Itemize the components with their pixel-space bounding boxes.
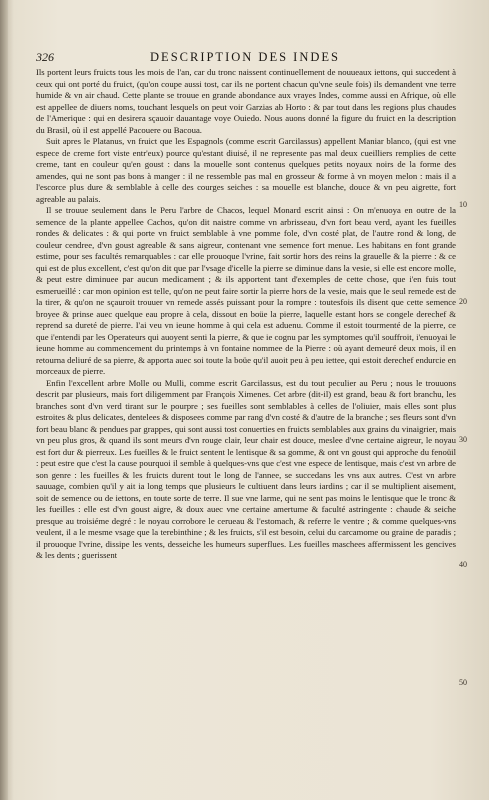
paragraph-maniar-blanco: Suit apres le Platanus, vn fruict que les Espagnols (comme escrit Garcilassus) appellent Maniar blanco, (qui est vne espece de creme fort viste entr'eux) pource qu'estant diuisé, il ne represente pas mal deux cueilliers remplies de cette creme, tant en couleur qu'en goust : dans la mouelle sont contenus quelques petits noyaux noirs de la forme des amendes, qui ne sont pas bons à manger : il ne ressemble pas mal en grosseur & forme à vn moyen melon : mais il a l'escorce plus dure & semblable à celle des courges seiches : sa mouelle est blanche, douce & vn peu aigrette, fort agreable au palais. xyxy=(36,136,456,204)
running-head: DESCRIPTION DES INDES xyxy=(150,50,340,64)
paragraph-molle: Enfin l'excellent arbre Molle ou Mulli, comme escrit Garcilassus, est du tout peculier au Peru ; nous le trouuons descrit par plusieurs, mais fort diligemment par François Ximenes. Cet arbre (dit-il) est grand, beau & fort branchu, les branches sont d'vn verd tirant sur le pourpre ; ses fueilles sont semblables à celles de l'oliuier, mais elles sont plus estroites & plus delicates, dentelees & disposees comme par rang d'vn costé & d'autre de la branche ; ses fleurs sont d'vn fort beau blanc & pendues par grappes, qui sont aussi tost conuerties en fruicts semblables aux grains du vinaigrier, mais vn peu plus gros, & quand ils sont meurs d'vn rouge clair, leur chair est douce, meslee d'vne certaine aigreur, le noyau est fort dur & pierreux. Les fueilles & le fruict sentent le lentisque & sa gomme, & ont vn goust qui approche du fenoüil : peut estre que c'est la cause pourquoi il semble à quelques-vns que c'est vne espece de lentisque, mais c'est vn arbre de son genre : les fueilles & les fruicts durent tout le long de l'annee, se succedans les vns aux autres. C'est vn arbre sauuage, combien qu'il y ait ia long temps que plusieurs le cultiuent dans leurs iardins ; car il se multiplient aisement, soit de semence ou de iettons, en toute sorte de terre. Il sue vne larme, qui ne sent pas moins le lentisque que le tronc & les fueilles : elle est d'vn goust aigre, & doux auec vne certaine amertume & faculté astringente : chaude & seiche presque au troisiéme degré : le noyau corrobore le cerueau & l'estomach, & referre le ventre ; & comme quelques-vns veulent, il a le mesme vsage que la terebinthine ; & les fruicts, s'il est besoin, celui du carcamome ou graine de paradis ; il prouoque l'vrine, dissipe les vents, desseiche les humeurs superflues. Les fueilles maschees affermissent les gencives & les dents ; guerissent xyxy=(36,377,456,560)
page-number: 326 xyxy=(36,50,54,64)
margin-number: 30 xyxy=(459,435,467,444)
paragraph-banana: Ils portent leurs fruicts tous les mois de l'an, car du tronc naissent continuellement de nouueaux iettons, qui succedent à ceux qui ont porté du fruict, (qu'on coupe aussi tost, car ils ne portent chacun qu'vne seule fois) ils demandent vne terre humide & vn air chaud. Cette plante se trouue en grande abondance aux vrayes Indes, comme aussi en Afrique, où elle est appellee de diuers noms, touchant lesquels on peut voir Garzias ab Horto : & par tout dans les regions plus chaudes de l'Amerique : qui en desirera sçauoir dauantage voye Ouiedo. Nous auons donné la figure du fruict en la description du Brasil, où il est appellé Pacouere ou Bacoua. xyxy=(36,67,456,135)
margin-line-numbers xyxy=(459,0,479,800)
page-header xyxy=(36,50,454,66)
margin-number: 20 xyxy=(459,297,467,306)
page-gutter-shadow xyxy=(0,0,8,800)
paragraph-chacos: Il se trouue seulement dans le Peru l'arbre de Chacos, lequel Monard escrit ainsi : On m'enuoya en outre de la semence de la plante appellee Cachos, qu'on dit naistre comme vn arbrisseau, d'vn fort beau verd, ayant les fueilles rondes & delicates : & qui porte vn fruict semblable à vne pomme fole, d'vn costé plat, de l'autre rond & long, de couleur cendree, d'vn goust agreable & sans aigreur, contenant vne semence fort menue. Les habitans en font grande estime, pour ses facultés remarquables : car elle prouoque l'vrine, fait sortir hors des reins la grauelle & la pierre : & ce qui est de plus excellent, c'est qu'on dit que par l'vsage d'icelle la pierre se diminue dans la vesie, si elle est encore molle, & peut estre diminuee par aucun medicament ; & ils apportent tant d'exemples de cette chose, que i'en fuis tout esmerueillé : car mon opinion est telle, qu'on ne peut faire sortir la pierre hors de la vesie, mais que le seul remede est de la tirer, & qu'on ne sçauroit trouuer vn remede assés puissant pour la rompre : toutesfois ils disent que cette semence broyee & prinse auec quelque eau propre à cela, dissout en boüe la pierre, laquelle estant hors se congele derechef & reprend sa dureté de pierre. I'ai veu vn ieune homme à qui cela est aduenu. Comme il estoit tourmenté de la pierre, ce que i'entendi par les Operateurs qui auoyent senti la pierre, & que ie cognu par les symptomes qu'il souffroit, i'enuoyai le ieune homme au commencement du printemps à vn fontaine nommee de la Pierre : où ayant demeuré deux mois, il en retourna deliuré de sa pierre, & apporta auec soi toute la boüe qu'il auoit peu à peu iettee, qui estoit derechef endurcie en morceaux de pierre. xyxy=(36,205,456,376)
margin-number: 40 xyxy=(459,560,467,569)
margin-number: 50 xyxy=(459,678,467,687)
margin-number: 10 xyxy=(459,200,467,209)
body-text xyxy=(36,67,456,562)
